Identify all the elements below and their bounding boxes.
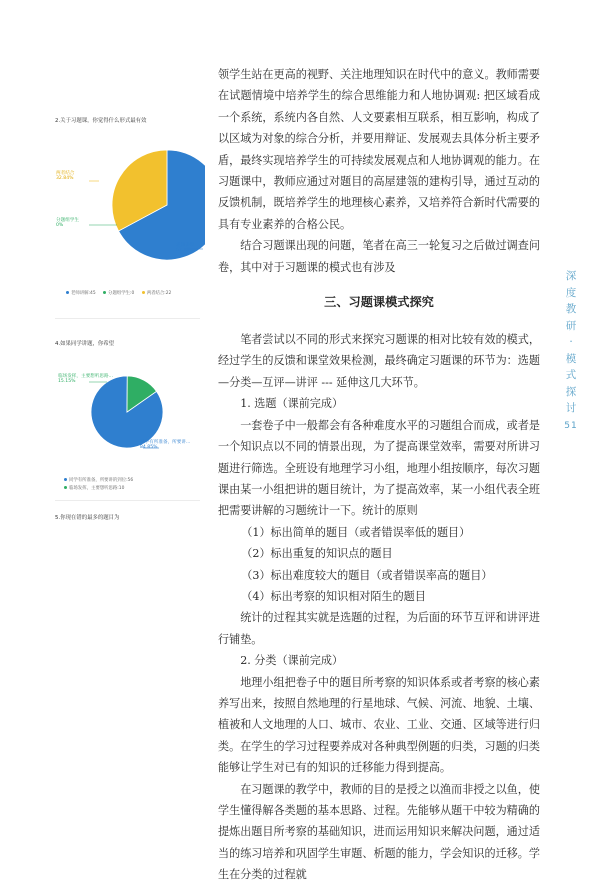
pie1-label-teacher: 老师讲解 67.16% bbox=[176, 243, 195, 254]
strip-char: 探 bbox=[565, 385, 577, 398]
survey-charts-column bbox=[0, 0, 200, 800]
strip-char: 深 bbox=[565, 270, 577, 282]
paragraph: 领学生站在更高的视野、关注地理知识在时代中的意义。教师需要在试题情境中培养学生的综合思维能力和人地协调观: 把区域看成一个系统，系统内各自然、人文要素相互联系，相互影响，构成了以区域为对象的综合分析，并要用辩证、发展观去具体分析主要矛盾，最终实现培养学生的可持续发展观点和人地协调观的能力。在习题课中，教师应通过对题目的高屋建瓴的建构引导，通过互动的反馈机制，既培养学生的地理核心素养，又培养符合新时代需要的具有专业素养的合格公民。 bbox=[218, 68, 540, 231]
list-item: （2）标出重复的知识点的题目 bbox=[241, 547, 393, 561]
pie1-label-both: 两者结合 32.84% bbox=[56, 171, 75, 182]
strip-char: 教 bbox=[565, 303, 577, 315]
strip-char: 讨 bbox=[565, 402, 577, 414]
list-item: （4）标出考察的知识相对陌生的题目 bbox=[241, 589, 426, 603]
strip-char: 度 bbox=[565, 286, 577, 299]
pie-chart-1 bbox=[55, 135, 205, 275]
divider bbox=[55, 318, 200, 319]
subsection-title: 1. 选题（课前完成） bbox=[240, 397, 344, 411]
paragraph: 一套卷子中一般都会有各种难度水平的习题组合而成，或者是一个知识点以不同的情景出现，为了提高课堂效率，需要对所讲习题进行筛选。全班设有地理学习小组，地理小组按顺序，每次习题课由某一小组把讲的题目统计，为了提高效率，某一小组代表全班把需要讲解的习题统计一下。统计的原则 bbox=[218, 418, 540, 518]
paragraph: 统计的过程其实就是选题的过程，为后面的环节互评和讲评进行铺垫。 bbox=[218, 611, 540, 646]
legend-item: 两者结合:22 bbox=[142, 291, 172, 296]
legend-item: 同学有所准备，所要讲的到位:56 bbox=[64, 477, 133, 485]
list-item: （3）标出难度较大的题目（或者错误率高的题目） bbox=[241, 568, 493, 582]
legend-item: 临场发挥，主要想听思路:10 bbox=[64, 485, 133, 493]
section-heading: 三、习题课模式探究 bbox=[324, 295, 434, 310]
paragraph: 地理小组把卷子中的题目所考察的知识体系或者考察的核心素养写出来，按照自然地理的行星地球、气候、河流、地貌、土壤、植被和人文地理的人口、城市、农业、工业、交通、区域等进行归类。在学生的学习过程要养成对各种典型例题的归类，习题的归类能够让学生对已有的知识的迁移能力得到提高。 bbox=[218, 675, 540, 775]
divider bbox=[55, 500, 200, 501]
subsection-title: 2. 分类（课前完成） bbox=[240, 654, 344, 668]
chart-question-2: 4.如果同学讲题，你希望 bbox=[55, 341, 115, 347]
legend-item: 老师讲解:45 bbox=[66, 291, 96, 296]
legend-item: 分题组学生:0 bbox=[103, 291, 134, 296]
strip-char: 研 bbox=[565, 319, 577, 332]
chart-question-1: 2.关于习题课，你觉得什么形式最有效 bbox=[55, 118, 147, 124]
section-side-strip bbox=[563, 268, 579, 434]
page-number: 51 bbox=[564, 420, 578, 431]
strip-char: 模 bbox=[565, 352, 577, 365]
strip-char: 式 bbox=[565, 369, 577, 381]
chart-question-3: 5.你现在错的最多的题目为 bbox=[55, 515, 120, 521]
strip-char: · bbox=[569, 336, 573, 348]
pie1-label-group: 分题组学生 0% bbox=[56, 218, 79, 229]
pie2-label-improv: 临场发挥，主要想听思路... 15.15% bbox=[58, 374, 113, 385]
pie1-legend bbox=[66, 290, 177, 296]
pie2-label-prepared: 同学有所准备，所要讲... 84.85% bbox=[140, 440, 191, 451]
paragraph: 结合习题课出现的问题，笔者在高三一轮复习之后做过调查问卷，其中对于习题课的模式也有涉及 bbox=[218, 239, 540, 274]
paragraph: 笔者尝试以不同的形式来探究习题课的相对比较有效的模式，经过学生的反馈和课堂效果检测，最终确定习题课的环节为：选题—分类—互评—讲评 --- 延伸这几大环节。 bbox=[218, 333, 540, 389]
list-item: （1）标出简单的题目（或者错误率低的题目） bbox=[241, 525, 471, 539]
article-body bbox=[218, 64, 540, 886]
pie2-legend bbox=[64, 477, 133, 493]
paragraph: 在习题课的教学中，教师的目的是授之以渔而非授之以鱼，使学生懂得解各类题的基本思路、过程。先能够从题干中较为精确的提炼出题目所考察的基础知识，进而运用知识来解决问题，通过适当的练习培养和巩固学生审题、析题的能力，学会知识的迁移。学生在分类的过程就 bbox=[218, 782, 540, 882]
